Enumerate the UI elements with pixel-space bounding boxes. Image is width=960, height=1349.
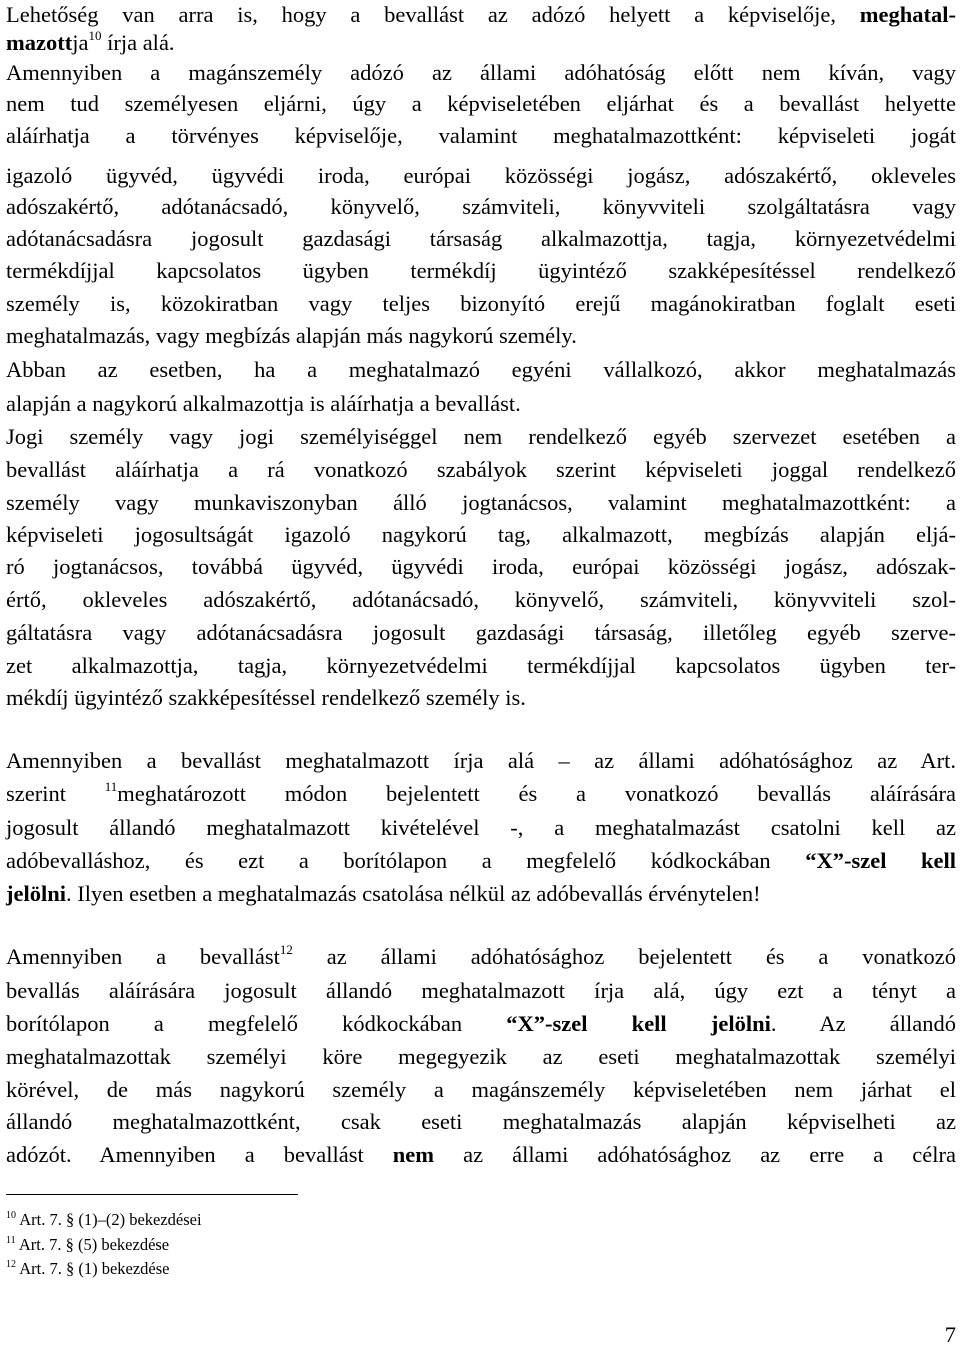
footnote-ref-12: 12	[279, 942, 293, 957]
p4-line: személy vagy munkaviszonyban álló jogtanácsos, valamint meghatalmazottként: a	[6, 490, 956, 515]
p1-line-1: Lehetőség van arra is, hogy a bevallást az adózó helyett a képviselője, meghatal-	[6, 2, 957, 27]
p5-line-4: adóbevalláshoz, és ezt a borítólapon a megfelelő kódkockában “X”-szel kell	[6, 848, 956, 873]
p2-line: meghatalmazás, vagy megbízás alapján más nagykorú személy.	[6, 323, 577, 348]
footnote-ref-10: 10	[88, 28, 102, 43]
footnote-12: $^{12}$ Art. 7. § (1) bekezdése	[6, 1259, 170, 1278]
p2-line: adótanácsadásra jogosult gazdasági társaság alkalmazottja, tagja, környezetvédelmi	[6, 226, 956, 251]
p2-line: személy is, közokiratban vagy teljes bizonyító erejű magánokiratban foglalt eseti	[6, 291, 956, 316]
p6-line-2: bevallás aláírására jogosult állandó meghatalmazott írja alá, úgy ezt a tényt a	[6, 978, 956, 1003]
p2-line: termékdíjjal kapcsolatos ügyben termékdíj ügyintéző szakképesítéssel rendelkező	[6, 258, 956, 283]
p4-line: ró jogtanácsos, továbbá ügyvéd, ügyvédi iroda, európai közösségi jogász, adószak-	[6, 554, 956, 579]
p6-line-5: körével, de más nagykorú személy a magánszemély képviseletében nem járhat el	[6, 1077, 956, 1102]
p2-line: Amennyiben a magánszemély adózó az állami adóhatóság előtt nem kíván, vagy	[6, 60, 956, 85]
p3-line: Abban az esetben, ha a meghatalmazó egyéni vállalkozó, akkor meghatalmazás	[6, 357, 956, 382]
page-number: 7	[944, 1322, 956, 1347]
p6-line-4: meghatalmazottak személyi köre megegyezik az eseti meghatalmazottak személyi	[6, 1044, 956, 1069]
p4-line: zet alkalmazottja, tagja, környezetvédelmi termékdíjjal kapcsolatos ügyben ter-	[6, 653, 956, 678]
p4-line: mékdíj ügyintéző szakképesítéssel rendelkező személy is.	[6, 685, 526, 710]
footnote-10: $^{10}$ Art. 7. § (1)–(2) bekezdései	[6, 1210, 202, 1229]
p4-line: értő, okleveles adószakértő, adótanácsadó, könyvelő, számviteli, könyvviteli szol-	[6, 587, 956, 612]
p4-line: gáltatásra vagy adótanácsadásra jogosult gazdasági társaság, illetőleg egyéb szerve-	[6, 620, 956, 645]
p6-line-1: Amennyiben a bevallást$^{12}$ az állami adóhatósághoz bejelentett és a vonatkozó	[6, 942, 956, 969]
p1-line-2: mazottja$^{10}$ írja alá.	[6, 28, 175, 55]
p2-line: nem tud személyesen eljárni, úgy a képviseletében eljárhat és a bevallást helyette	[6, 91, 956, 116]
p6-line-6: állandó meghatalmazottként, csak eseti meghatalmazás alapján képviselheti az	[6, 1109, 956, 1134]
p4-line: képviseleti jogosultságát igazoló nagykorú tag, alkalmazott, megbízás alapján eljá-	[6, 522, 956, 547]
p4-line: bevallást aláírhatja a rá vonatkozó szabályok szerint képviseleti joggal rendelkező	[6, 457, 956, 482]
p5-line-3: jogosult állandó meghatalmazott kivételével -, a meghatalmazást csatolni kell az	[6, 815, 956, 840]
p2-line: igazoló ügyvéd, ügyvédi iroda, európai közösségi jogász, adószakértő, okleveles	[6, 163, 956, 188]
p5-line-1: Amennyiben a bevallást meghatalmazott írja alá – az állami adóhatósághoz az Art.	[6, 748, 956, 773]
footnote-ref-11: 11	[104, 779, 118, 794]
footnote-11: $^{11}$ Art. 7. § (5) bekezdése	[6, 1235, 170, 1254]
p3-line: alapján a nagykorú alkalmazottja is aláírhatja a bevallást.	[6, 391, 521, 416]
p6-line-3: borítólapon a megfelelő kódkockában “X”-szel kell jelölni. Az állandó	[6, 1011, 957, 1036]
p5-line-5: jelölni. Ilyen esetben a meghatalmazás csatolása nélkül az adóbevallás érvénytelen!	[6, 881, 761, 906]
footnote-separator	[6, 1194, 298, 1195]
p2-line: aláírhatja a törvényes képviselője, valamint meghatalmazottként: képviseleti jogát	[6, 123, 956, 148]
p6-line-7: adózót. Amennyiben a bevallást nem az állami adóhatósághoz az erre a célra	[6, 1142, 957, 1167]
p2-line: adószakértő, adótanácsadó, könyvelő, számviteli, könyvviteli szolgáltatásra vagy	[6, 194, 956, 219]
p5-line-2: szerint $^{11}$meghatározott módon bejelentett és a vonatkozó bevallás aláírására	[6, 779, 956, 806]
p4-line: Jogi személy vagy jogi személyiséggel nem rendelkező egyéb szervezet esetében a	[6, 424, 956, 449]
